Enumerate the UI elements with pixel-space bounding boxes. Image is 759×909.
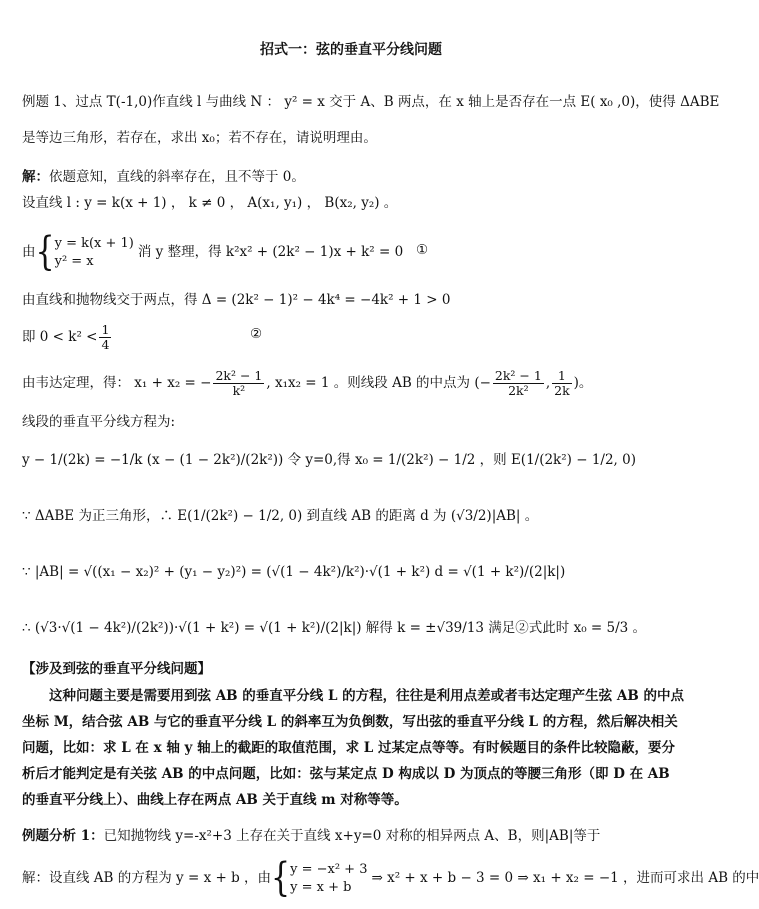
equation-mark-1: ①: [416, 242, 429, 258]
solution-line-2: 设直线 l : y = k(x + 1) ， k ≠ 0 ， A(x₁, y₁) ， B(x₂, y₂) 。: [22, 195, 398, 211]
example-2-text: 已知抛物线 y=-x²+3 上存在关于直线 x+y=0 对称的相异两点 A、B，则|AB|等于: [103, 828, 601, 844]
solution-2-result: ⇒ x² + x + b − 3 = 0 ⇒ x₁ + x₂ = −1 ，进而可求出 AB 的中: [371, 870, 759, 886]
solution-line-9: ∵ ΔABE 为正三角形，∴ E(1/(2k²) − 1/2, 0) 到直线 AB 的距离 d 为 (√3/2)|AB| 。: [22, 508, 539, 524]
system-2-eq-1: y = −x² + 3: [290, 861, 368, 877]
fraction-numerator: 1: [552, 369, 572, 384]
fraction-denominator: 2k²: [508, 383, 529, 398]
page-title: 招式一：弦的垂直平分线问题: [260, 42, 442, 58]
system-eq-2: y² = x: [54, 253, 94, 269]
system-prefix: 由: [22, 244, 36, 260]
vieta-fraction: [213, 369, 264, 398]
example-2-line: [22, 826, 600, 846]
system-2-eq-2: y = x + b: [290, 879, 352, 895]
solution-line-3: [22, 229, 404, 275]
solution-line-4: 由直线和抛物线交于两点，得 Δ = (2k² − 1)² − 4k⁴ = −4k² + 1 > 0: [22, 292, 451, 308]
section-heading: 【涉及到弦的垂直平分线问题】: [22, 661, 211, 677]
solution-line-10: ∵ |AB| = √((x₁ − x₂)² + (y₁ − y₂)²) = (√(1 − 4k²)/k²)·√(1 + k²) d = √(1 + k²)/(2|k|): [22, 564, 566, 580]
solution-line-11: ∴ (√3·√(1 − 4k²)/(2k²))·√(1 + k²) = √(1 + k²)/(2|k|) 解得 k = ±√39/13 满足②式此时 x₀ = 5/3 。: [22, 620, 647, 636]
system-eq-1: y = k(x + 1): [54, 235, 134, 251]
example-2-label: 例题分析 1：: [22, 828, 104, 844]
solution-line-5: [22, 322, 113, 352]
solution-line-1: [22, 167, 305, 187]
fraction-numerator: 2k² − 1: [215, 368, 263, 383]
example-1-line-1: 例题 1、过点 T(-1,0)作直线 l 与曲线 N ： y² = x 交于 A、B 两点，在 x 轴上是否存在一点 E( x₀ ,0)，使得 ΔABE: [22, 94, 720, 110]
solution-text-1: 依题意知，直线的斜率存在，且不等于 0。: [49, 169, 305, 185]
midpoint-text: , x₁x₂ = 1 。则线段 AB 的中点为 (−: [266, 375, 491, 391]
inequality-text: 即 0 < k² <: [22, 329, 98, 345]
solution-label: 解：: [22, 169, 49, 185]
comma: ,: [545, 375, 551, 391]
system-2-brace: {: [271, 855, 291, 901]
fraction-quarter: [99, 323, 111, 352]
solution-2-prefix: 解：设直线 AB 的方程为 y = x + b ，由: [22, 870, 272, 886]
vieta-text: 由韦达定理，得： x₁ + x₂ = −: [22, 375, 212, 391]
system-result: 消 y 整理，得 k²x² + (2k² − 1)x + k² = 0: [137, 244, 404, 260]
system-brace: {: [35, 229, 55, 275]
fraction-denominator: 2k: [554, 383, 570, 398]
section-paragraph: 这种问题主要是需要用到弦 AB 的垂直平分线 L 的方程，往往是利用点差或者韦达定理产生弦 AB 的中点坐标 M，结合弦 AB 与它的垂直平分线 L 的斜率互为负倒数，写出弦的垂直平分线 L 的方程，然后解决相关问题，比如：求 L 在 x 轴 y 轴上的截距的取值范围，求 L 过某定点等等。有时候题目的条件比较隐蔽，要分析后才能判定是有关弦 AB 的中点问题，比如：弦与某定点 D 构成以 D 为顶点的等腰三角形（即 D 在 AB 的垂直平分线上）、曲线上存在两点 AB 关于直线 m 对称等等。: [22, 688, 684, 808]
fraction-denominator: k²: [232, 383, 246, 398]
equation-system: [55, 235, 134, 271]
solution-line-6: [22, 368, 592, 398]
midpoint-x-fraction: [493, 369, 544, 398]
fraction-denominator: 4: [101, 337, 110, 352]
fraction-numerator: 1: [101, 322, 110, 337]
equation-system-2: [290, 861, 367, 897]
solution-line-8: y − 1/(2k) = −1/k (x − (1 − 2k²)/(2k²)) 令 y=0,得 x₀ = 1/(2k²) − 1/2 ，则 E(1/(2k²) − 1/2, 0): [22, 452, 636, 468]
solution-2-line: [22, 855, 759, 901]
fraction-numerator: 2k² − 1: [494, 368, 542, 383]
solution-line-7: 线段的垂直平分线方程为:: [22, 414, 176, 430]
example-1-line-2: 是等边三角形，若存在，求出 x₀；若不存在，请说明理由。: [22, 130, 377, 146]
midpoint-end: )。: [573, 375, 593, 391]
equation-mark-2: ②: [250, 326, 263, 342]
midpoint-y-fraction: [552, 369, 572, 398]
